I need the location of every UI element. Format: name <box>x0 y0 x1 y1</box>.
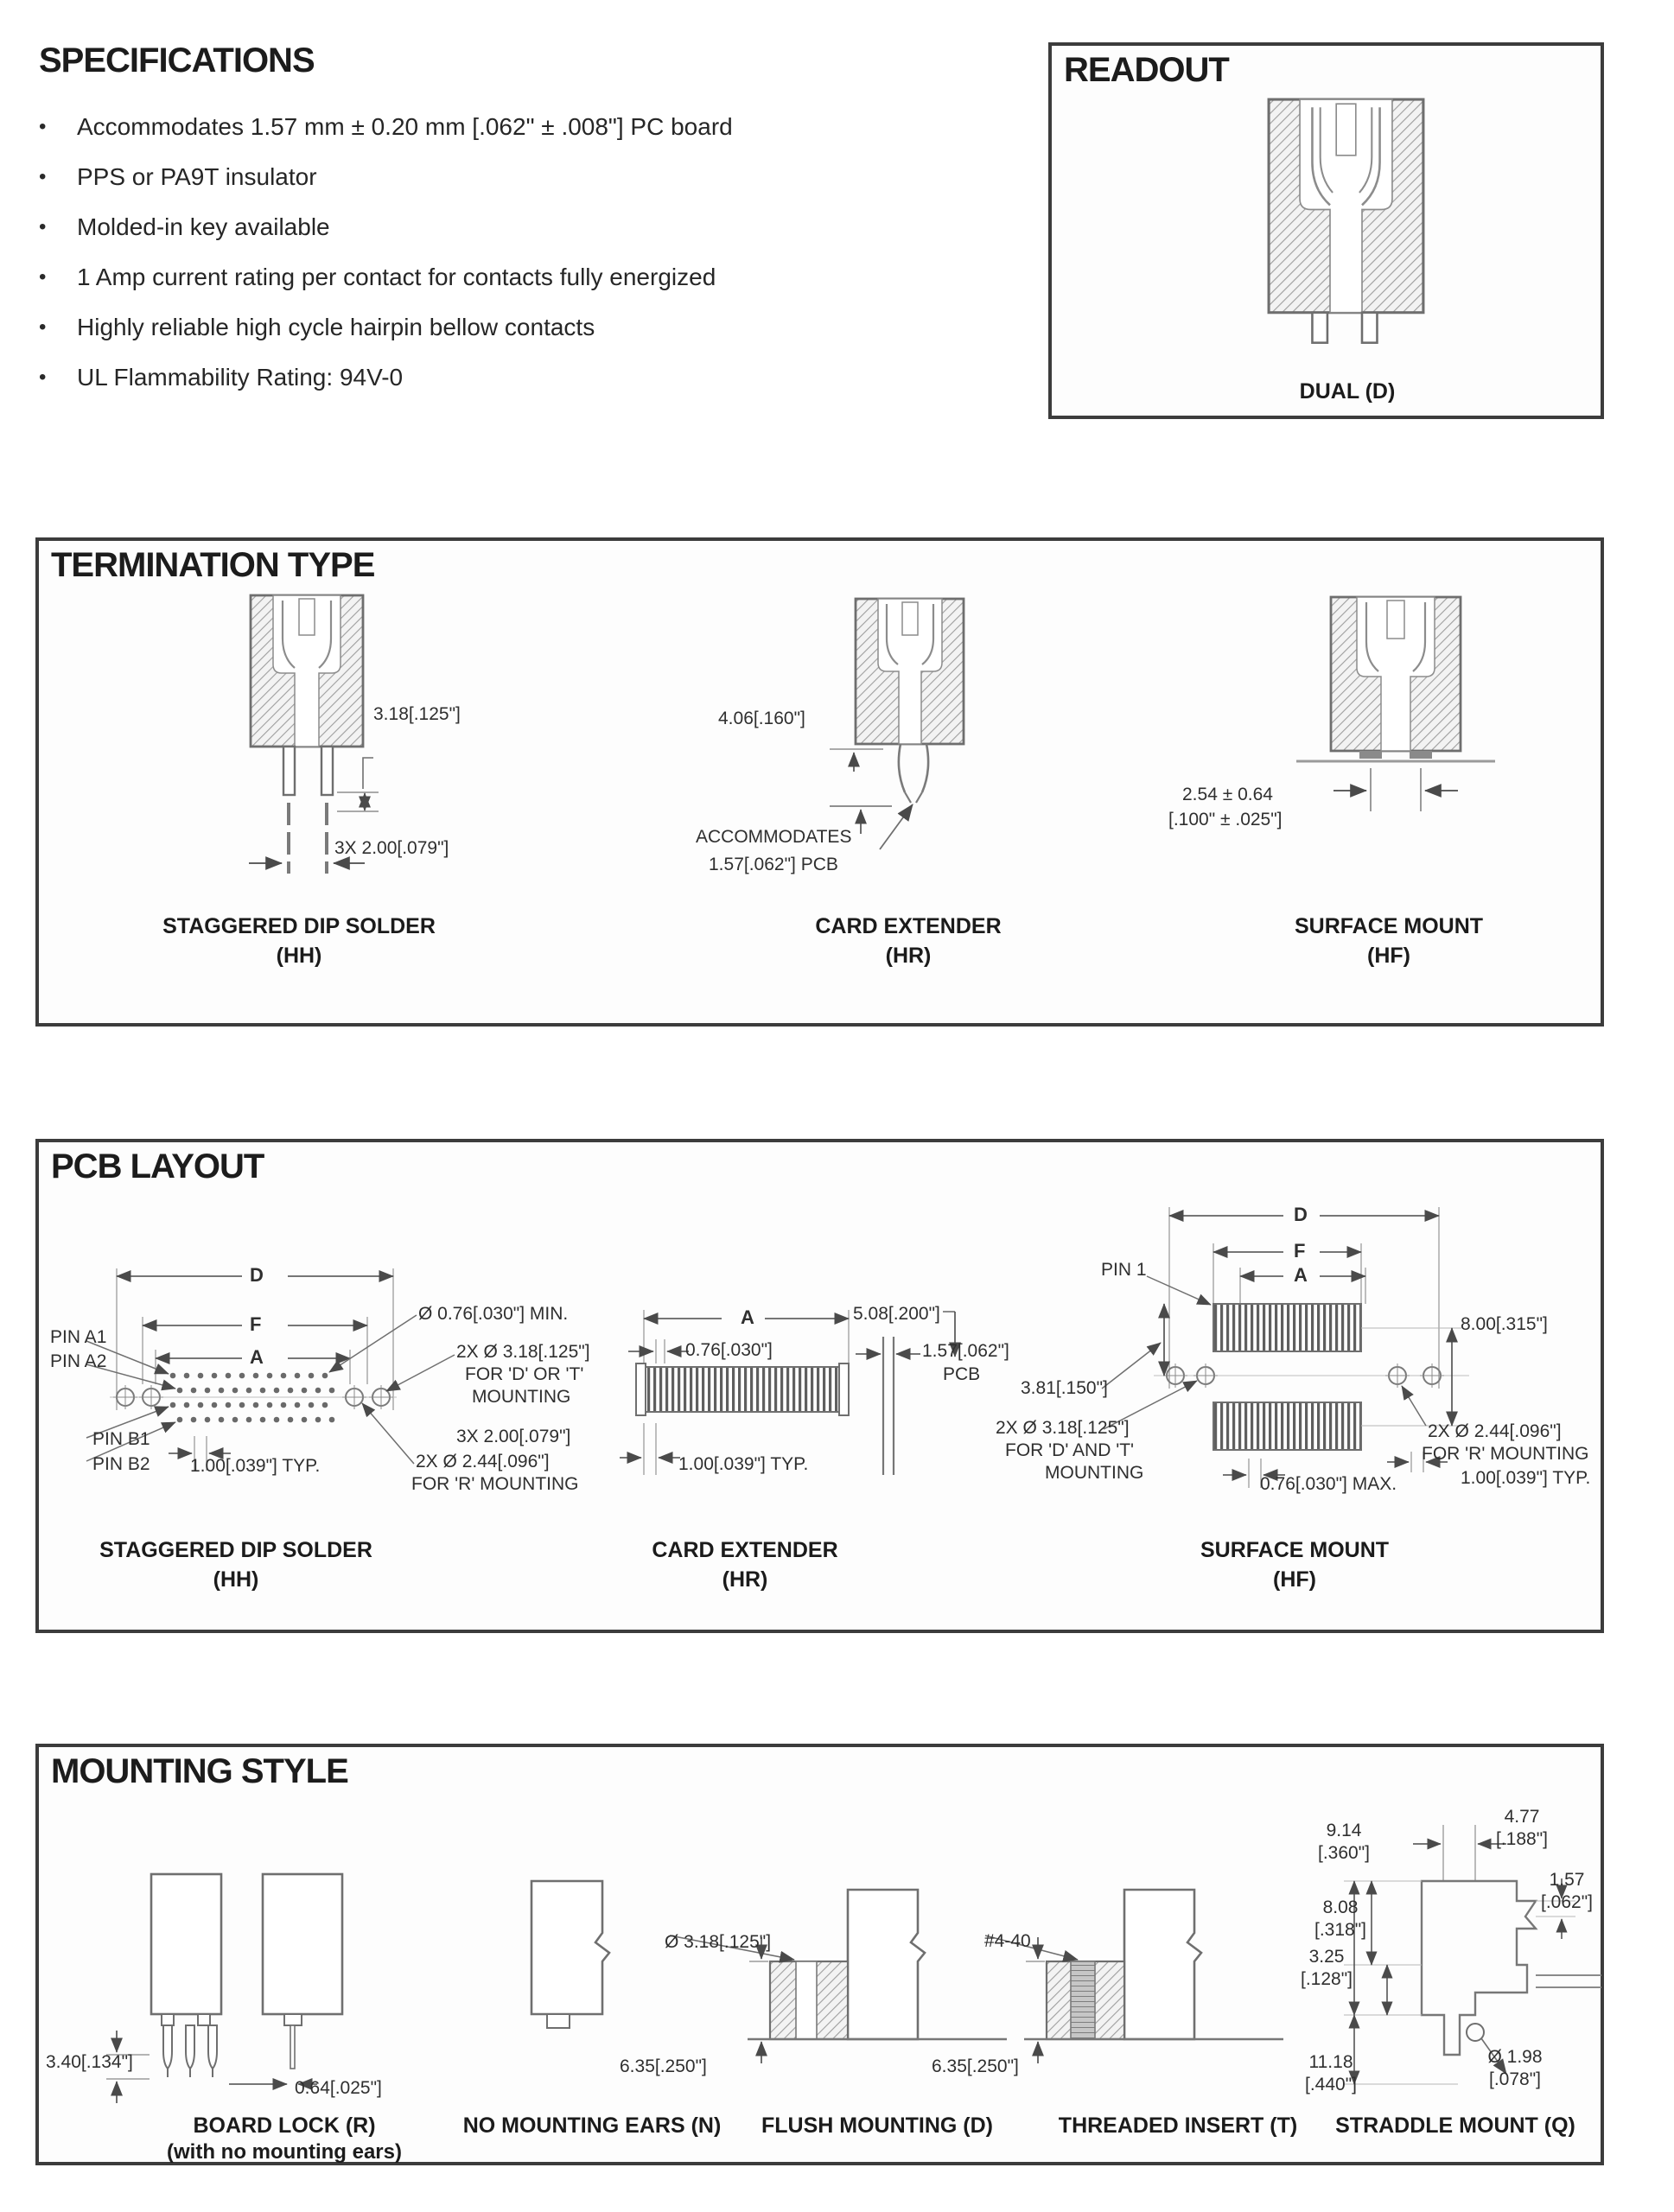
spec-bullet-text: UL Flammability Rating: 94V-0 <box>77 364 404 391</box>
spec-bullet-text: 1 Amp current rating per contact for contacts fully energized <box>77 264 716 290</box>
bullet-icon: • <box>39 215 47 238</box>
pcb-hh-pin-a2: PIN A2 <box>50 1351 107 1371</box>
pcb-hh-dt3: MOUNTING <box>472 1387 571 1407</box>
pcb-hh-pin-a1: PIN A1 <box>50 1327 107 1347</box>
sm-dim-325 <box>1301 1946 1353 1990</box>
sm-dim-808-mm: 8.08 <box>1322 1897 1359 1917</box>
spec-bullet-text: Molded-in key available <box>77 213 330 240</box>
sm-dim-1118-in: [.440"] <box>1305 2074 1357 2094</box>
pcb-hf-dt2: FOR 'D' AND 'T' <box>1005 1440 1135 1460</box>
pcb-hf-dt3: MOUNTING <box>1045 1463 1144 1483</box>
hh-dim-pitch: 3X 2.00[.079"] <box>334 838 449 858</box>
sm-dim-198 <box>1487 2046 1542 2090</box>
card-extender-drawing <box>830 588 994 899</box>
sm-dim-914-mm: 9.14 <box>1326 1821 1362 1840</box>
hh-dim-318: 3.18[.125"] <box>373 704 461 724</box>
pcb-hh-hole-min: Ø 0.76[.030"] MIN. <box>418 1304 569 1324</box>
hf-caption: SURFACE MOUNT <box>1294 914 1484 938</box>
pcb-hf-typ: 1.00[.039"] TYP. <box>1461 1468 1591 1488</box>
ti-caption: THREADED INSERT (T) <box>1058 2113 1298 2138</box>
hh-code: (HH) <box>276 944 322 968</box>
specifications-section <box>39 41 1007 414</box>
pcb-hr-typ: 1.00[.039"] TYP. <box>678 1454 809 1474</box>
hf-code: (HF) <box>1367 944 1410 968</box>
pcb-hr-caption: CARD EXTENDER <box>652 1538 838 1562</box>
pcb-hf-pad-max: 0.76[.030"] MAX. <box>1260 1474 1397 1494</box>
pcb-hf-pin1: PIN 1 <box>1101 1260 1147 1280</box>
hr-dim-406: 4.06[.160"] <box>718 709 805 728</box>
pcb-hf-dim-f: F <box>1294 1240 1306 1262</box>
sm-dim-1118 <box>1305 2051 1357 2095</box>
sm-dim-477-mm: 4.77 <box>1504 1807 1540 1827</box>
pcb-hf-caption: SURFACE MOUNT <box>1200 1538 1390 1562</box>
spec-bullet <box>39 314 1007 341</box>
pcb-hh-dt2: FOR 'D' OR 'T' <box>465 1364 584 1384</box>
pcb-hh-dt1: 2X Ø 3.18[.125"] <box>456 1342 590 1362</box>
hr-code: (HR) <box>885 944 932 968</box>
pcb-title: PCB LAYOUT <box>51 1147 264 1185</box>
pcb-hr-pcb1: 1.57[.062"] <box>922 1341 1009 1361</box>
spec-bullet <box>39 163 1007 191</box>
pcb-hr-pad: 0.76[.030"] <box>685 1340 773 1360</box>
pcb-hr-pcb2: PCB <box>943 1364 981 1384</box>
readout-title: READOUT <box>1064 51 1229 89</box>
bullet-icon: • <box>39 265 47 289</box>
spec-bullet <box>39 364 1007 391</box>
hr-note-accommodates: ACCOMMODATES <box>696 827 852 847</box>
termination-title: TERMINATION TYPE <box>51 546 375 584</box>
sm-caption: STRADDLE MOUNT (Q) <box>1335 2113 1575 2138</box>
mounting-style-box <box>35 1744 1604 2165</box>
spec-bullet-text: Highly reliable high cycle hairpin bellow contacts <box>77 314 595 340</box>
fl-dim-635: 6.35[.250"] <box>620 2056 707 2076</box>
sm-dim-1118-mm: 11.18 <box>1308 2052 1353 2072</box>
termination-type-box <box>35 537 1604 1027</box>
pcb-hh-dim-d: D <box>250 1264 264 1286</box>
pcb-hh-pin-b1: PIN B1 <box>92 1429 150 1449</box>
bl-caption: BOARD LOCK (R) <box>193 2113 376 2138</box>
spec-bullet-text: Accommodates 1.57 mm ± 0.20 mm [.062" ± .008"] PC board <box>77 113 733 140</box>
mounting-title: MOUNTING STYLE <box>51 1752 348 1790</box>
sm-dim-198-in: [.078"] <box>1488 2069 1541 2089</box>
spec-bullet-text: PPS or PA9T insulator <box>77 163 317 190</box>
sm-dim-325-mm: 3.25 <box>1308 1947 1345 1967</box>
spec-bullet <box>39 264 1007 291</box>
hf-dim-254: 2.54 ± 0.64 <box>1182 785 1273 804</box>
bl-dim-064: 0.64[.025"] <box>295 2078 382 2098</box>
specifications-title: SPECIFICATIONS <box>39 41 315 79</box>
bl-caption-sub: (with no mounting ears) <box>167 2140 402 2164</box>
sm-dim-808-in: [.318"] <box>1314 1919 1366 1940</box>
bullet-icon: • <box>39 365 47 389</box>
hh-caption: STAGGERED DIP SOLDER <box>162 914 436 938</box>
ti-dim-thread: #4-40 <box>984 1931 1031 1951</box>
pcb-hf-d381: 3.81[.150"] <box>1021 1378 1108 1398</box>
sm-dim-477 <box>1496 1806 1548 1850</box>
ne-caption: NO MOUNTING EARS (N) <box>462 2113 722 2138</box>
specifications-list <box>39 113 1007 391</box>
bullet-icon: • <box>39 115 47 138</box>
hr-note-pcb: 1.57[.062"] PCB <box>709 855 838 874</box>
board-lock-drawing <box>99 1851 393 2106</box>
pcb-hf-d800: 8.00[.315"] <box>1461 1314 1548 1334</box>
sm-dim-157 <box>1541 1869 1593 1913</box>
pcb-hh-caption: STAGGERED DIP SOLDER <box>99 1538 372 1562</box>
threaded-insert-drawing <box>1033 1851 1292 2110</box>
pcb-hh-r1: 2X Ø 2.44[.096"] <box>416 1452 550 1471</box>
dual-connector-cross-section-drawing <box>1266 96 1426 355</box>
hr-caption: CARD EXTENDER <box>815 914 1002 938</box>
pcb-hf-r2: FOR 'R' MOUNTING <box>1422 1444 1589 1464</box>
spec-bullet <box>39 213 1007 241</box>
fl-dim-hole: Ø 3.18[.125"] <box>665 1932 772 1952</box>
pcb-hf-dim-d: D <box>1294 1204 1308 1225</box>
bl-dim-340: 3.40[.134"] <box>46 2052 133 2072</box>
spec-bullet <box>39 113 1007 141</box>
ti-dim-635: 6.35[.250"] <box>932 2056 1019 2076</box>
sm-dim-157-mm: 1.57 <box>1549 1870 1585 1890</box>
sm-dim-808 <box>1314 1897 1366 1941</box>
sm-dim-914-in: [.360"] <box>1318 1842 1370 1863</box>
pcb-hf-code: (HF) <box>1273 1567 1316 1592</box>
pcb-hf-dt1: 2X Ø 3.18[.125"] <box>996 1418 1130 1438</box>
pcb-layout-box <box>35 1139 1604 1633</box>
sm-dim-477-in: [.188"] <box>1496 1828 1548 1849</box>
bullet-icon: • <box>39 165 47 188</box>
pcb-hf-dim-a: A <box>1294 1264 1308 1286</box>
pcb-hh-pin-b2: PIN B2 <box>92 1454 150 1474</box>
pcb-hr-dim-a: A <box>741 1306 754 1328</box>
sm-dim-157-in: [.062"] <box>1541 1891 1593 1912</box>
hf-dim-100: [.100" ± .025"] <box>1168 810 1283 830</box>
sm-dim-198-mm: Ø 1.98 <box>1487 2047 1543 2067</box>
fl-caption: FLUSH MOUNTING (D) <box>761 2113 994 2138</box>
pcb-hh-r2: FOR 'R' MOUNTING <box>411 1474 579 1494</box>
sm-dim-914 <box>1318 1820 1370 1864</box>
readout-box <box>1048 42 1604 419</box>
pcb-hr-code: (HR) <box>722 1567 768 1592</box>
surface-mount-drawing <box>1309 588 1482 874</box>
pcb-hh-pitch: 3X 2.00[.079"] <box>456 1427 571 1446</box>
pcb-hh-dim-f: F <box>250 1313 262 1335</box>
pcb-hf-r1: 2X Ø 2.44[.096"] <box>1428 1421 1562 1441</box>
readout-caption: DUAL (D) <box>1299 379 1396 404</box>
bullet-icon: • <box>39 315 47 339</box>
pcb-hr-d508: 5.08[.200"] <box>853 1304 940 1324</box>
pcb-hh-code: (HH) <box>213 1567 259 1592</box>
pcb-hh-dim-a: A <box>250 1346 264 1368</box>
sm-dim-325-in: [.128"] <box>1301 1968 1353 1989</box>
pcb-hh-typ: 1.00[.039"] TYP. <box>190 1456 321 1476</box>
